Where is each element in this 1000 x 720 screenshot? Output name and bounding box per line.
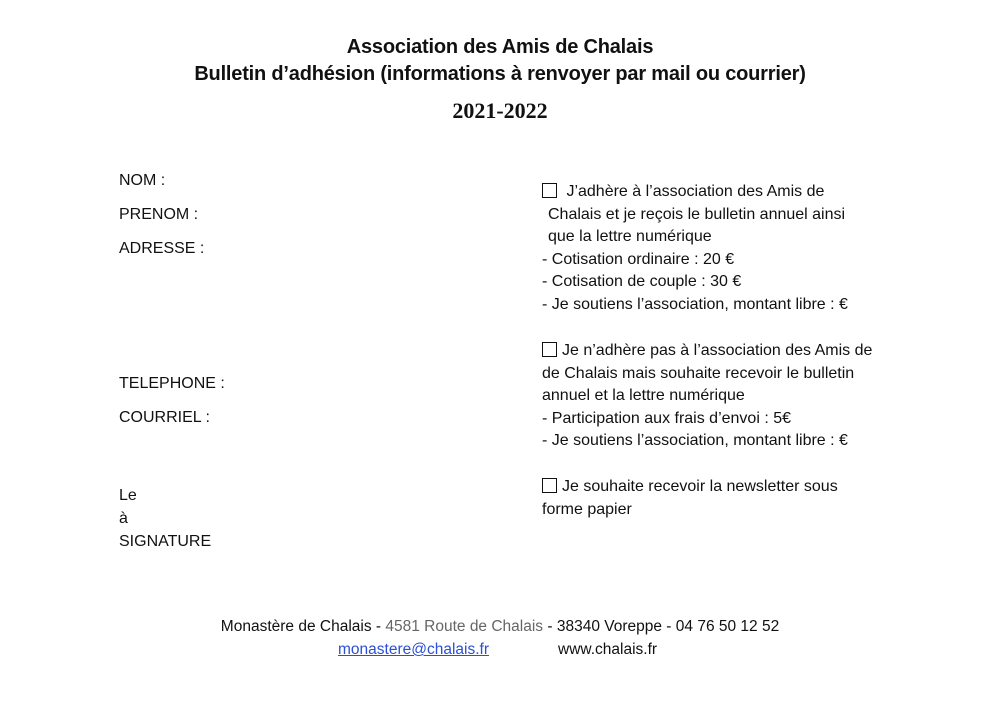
cotisation-couple: - Cotisation de couple : 30 € (542, 273, 742, 290)
adhere-text-3: que la lettre numérique (548, 228, 712, 245)
footer-website: www.chalais.fr (558, 641, 658, 658)
footer-name: Monastère de Chalais - (220, 618, 382, 635)
courriel-label: COURRIEL : (119, 409, 210, 426)
participation-frais: - Participation aux frais d’envoi : 5€ (542, 409, 792, 427)
non-adhere-text-1: Je n’adhère pas à l’association des Amis de (562, 342, 873, 359)
form-subtitle: Bulletin d’adhésion (informations à renvoyer par mail ou courrier) (194, 63, 806, 85)
footer-address: 4581 Route de Chalais (385, 618, 544, 635)
option-non-adhere-line1 (542, 340, 872, 363)
non-adhere-text-2: de Chalais mais souhaite recevoir le bulletin (542, 364, 855, 382)
non-adhere-soutien: - Je soutiens l’association, montant libre : € (542, 432, 848, 449)
date-le-label: Le (119, 487, 137, 504)
non-adhere-text-3: annuel et la lettre numérique (542, 387, 745, 404)
newsletter-text-1: Je souhaite recevoir la newsletter sous (562, 478, 838, 495)
non-adhere-checkbox[interactable] (542, 342, 557, 357)
adhere-text-2: Chalais et je reçois le bulletin annuel ainsi (548, 205, 846, 223)
cotisation-ordinaire: - Cotisation ordinaire : 20 € (542, 250, 735, 268)
newsletter-checkbox[interactable] (542, 478, 557, 493)
adresse-label: ADRESSE : (119, 240, 205, 257)
association-title: Association des Amis de Chalais (346, 36, 654, 58)
telephone-label: TELEPHONE : (119, 375, 225, 392)
option-newsletter-line1 (542, 476, 838, 499)
form-year: 2021-2022 (452, 98, 548, 123)
footer-city-phone: - 38340 Voreppe - 04 76 50 12 52 (547, 618, 780, 635)
place-a-label: à (119, 510, 128, 527)
adhere-checkbox[interactable] (542, 183, 557, 198)
nom-label: NOM : (119, 172, 166, 189)
footer-contact (0, 618, 1000, 636)
footer-email-link[interactable]: monastere@chalais.fr (338, 641, 489, 658)
option-adhere (542, 181, 848, 316)
option-adhere-line1 (542, 181, 848, 204)
option-newsletter (542, 476, 838, 521)
signature-label: SIGNATURE (119, 533, 212, 550)
prenom-label: PRENOM : (119, 206, 199, 223)
newsletter-text-2: forme papier (542, 500, 632, 518)
adhere-soutien: - Je soutiens l’association, montant libre : € (542, 295, 848, 313)
adhere-text-1: J’adhère à l’association des Amis de (566, 183, 825, 200)
option-non-adhere (542, 340, 872, 453)
